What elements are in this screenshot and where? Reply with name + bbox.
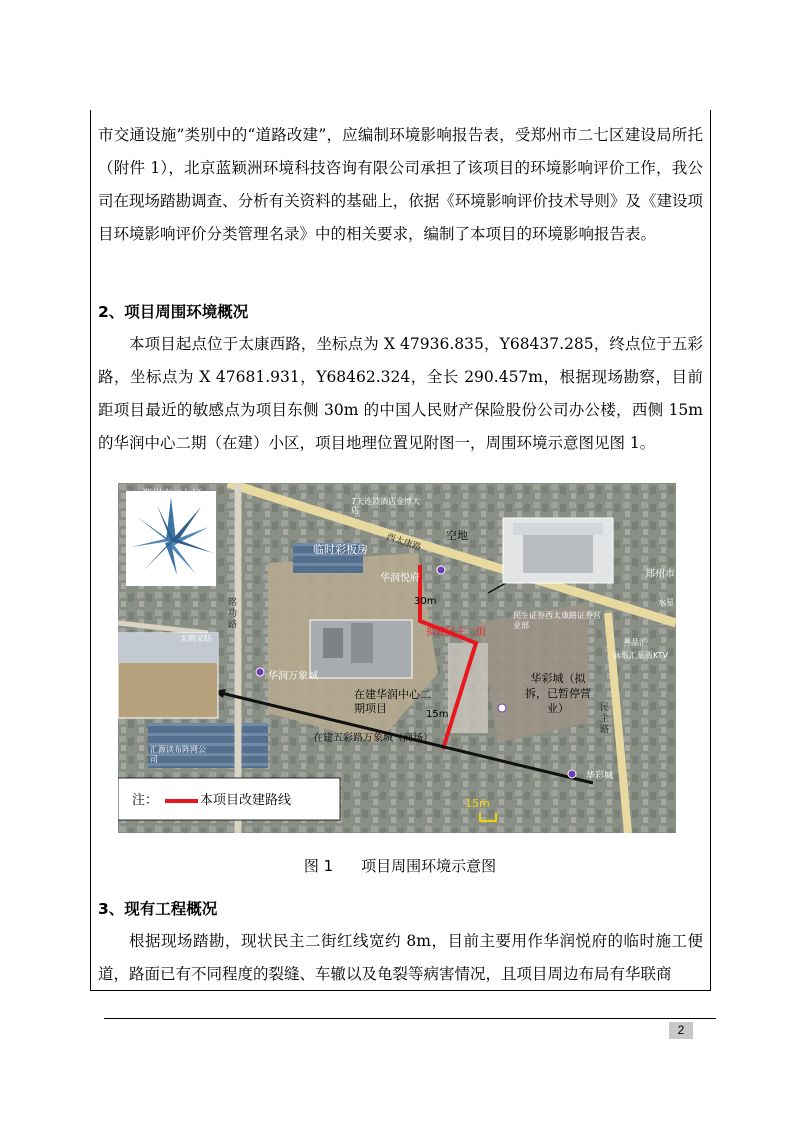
label-minzhu-road: 民主路	[600, 703, 610, 735]
label-under-construction-huarun: 在建华润中心二期项目	[354, 688, 431, 715]
label-jinpin: 善品汇	[623, 638, 647, 647]
label-mingong-road: 铭功路	[228, 598, 238, 630]
page-number: 2	[669, 1022, 693, 1039]
label-ktv: 咏歌汇量贩KTV	[613, 651, 668, 660]
label-huacai-city: 华彩城	[586, 771, 614, 781]
label-temp-board: 临时彩板房	[313, 543, 368, 556]
label-taiji: 太极家纺	[180, 634, 212, 643]
label-minzhu-2nd: 拟建民主二街	[426, 627, 486, 638]
label-huarun-yuefu: 华润悦府	[380, 573, 420, 584]
section-3-body: 根据现场踏勘，现状民主二街红线宽约 8m，目前主要用作华润悦府的临时施工便道，路面已有不同程度的裂缝、车辙以及龟裂等病害情况，且项目周边布局有华联商	[98, 932, 703, 983]
label-empty-lot: 空地	[446, 529, 468, 542]
label-shuiquan: 水星	[658, 598, 674, 607]
figure-caption	[0, 855, 800, 876]
label-hotel: 7天连锁酒店金博大店	[351, 497, 421, 515]
intro-paragraph: 市交通设施”类别中的“道路改建”，应编制环境影响报告表，受郑州市二七区建设局所托（附件 1），北京蓝颖洲环境科技咨询有限公司承担了该项目的环境影响评价工作，我公司在现场踏勘调查、分析有关资料的基础上，依据《环境影响评价技术导则》及《建设项目环境影响评价分类管理名录》中的相关要求，编制了本项目的环境影响报告表。	[98, 126, 703, 243]
label-zhengzhou-right: 郑州市	[645, 569, 675, 580]
figure-caption-text: 项目周围环境示意图	[361, 857, 497, 875]
label-scale: 15m	[465, 797, 490, 810]
label-30m: 30m	[414, 596, 437, 607]
label-huarun-wanxiang: 华润万象城	[268, 671, 318, 682]
section-2-heading: 2、项目周围环境概况	[98, 303, 249, 321]
label-zhengzhou-top: 郑州市二七区	[142, 489, 202, 500]
label-15m-route: 15m	[426, 709, 449, 720]
label-huijia: 汇源读布阵网公司	[150, 745, 206, 764]
legend-text: 本项目改建路线	[200, 793, 292, 808]
section-2-body: 本项目起点位于太康西路，坐标点为 X 47936.835，Y68437.285，终点位于五彩路，坐标点为 X 47681.931，Y68462.324，全长 290.457m，根据现场勘察，目前距项目最近的敏感点为项目东侧 30m 的中国人民财产保险股份公司办公楼，西侧 15m 的华润中心二期（在建）小区，项目地理位置见附图一，周围环境示意图见图 1。	[98, 335, 703, 452]
surrounding-environment-map	[118, 483, 676, 833]
label-huacai: 华彩城（拟拆，已暂停营业）	[525, 672, 591, 715]
footer-rule	[104, 1018, 716, 1019]
label-minsheng: 民生证券西太康路证券营业部	[513, 611, 601, 630]
label-taikang-road: 西太康路	[384, 532, 423, 554]
legend-prefix: 注：	[132, 793, 159, 808]
figure-caption-number: 图 1	[303, 857, 334, 875]
section-3-heading: 3、现有工程概况	[98, 900, 218, 918]
label-wanxiang-mall: 在建五彩路万象城（商场）	[313, 733, 433, 744]
